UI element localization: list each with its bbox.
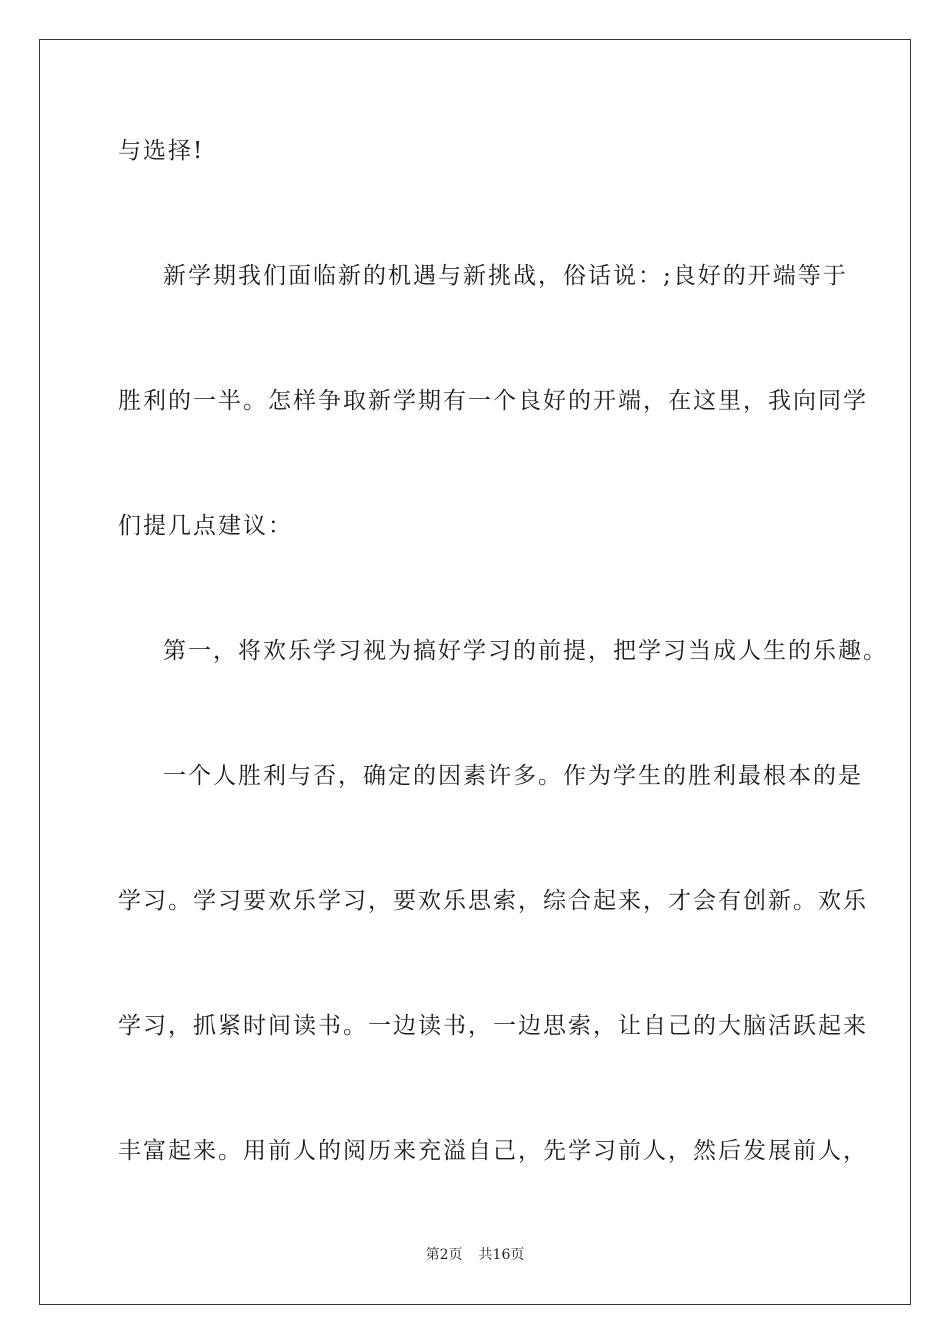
text-line: 丰富起来。用前人的阅历来充溢自己，先学习前人，然后发展前人， (118, 1138, 868, 1164)
paragraph-first-line: 第一，将欢乐学习视为搞好学习的前提，把学习当成人生的乐趣。 (163, 638, 888, 664)
page-total: 共16页 (478, 1247, 525, 1263)
text-line: 与选择! (118, 138, 205, 164)
text-line: 学习，抓紧时间读书。一边读书，一边思索，让自己的大脑活跃起来 (118, 1013, 868, 1039)
page-footer (0, 1246, 950, 1264)
text-line: 们提几点建议： (118, 513, 293, 539)
text-line: 胜利的一半。怎样争取新学期有一个良好的开端，在这里，我向同学 (118, 388, 868, 414)
paragraph-first-line: 一个人胜利与否，确定的因素许多。作为学生的胜利最根本的是 (163, 763, 863, 789)
page-frame (39, 39, 911, 1305)
page-number: 第2页 (425, 1247, 463, 1263)
text-line: 学习。学习要欢乐学习，要欢乐思索，综合起来，才会有创新。欢乐 (118, 888, 868, 914)
paragraph-first-line: 新学期我们面临新的机遇与新挑战，俗话说：;良好的开端等于 (163, 263, 848, 289)
